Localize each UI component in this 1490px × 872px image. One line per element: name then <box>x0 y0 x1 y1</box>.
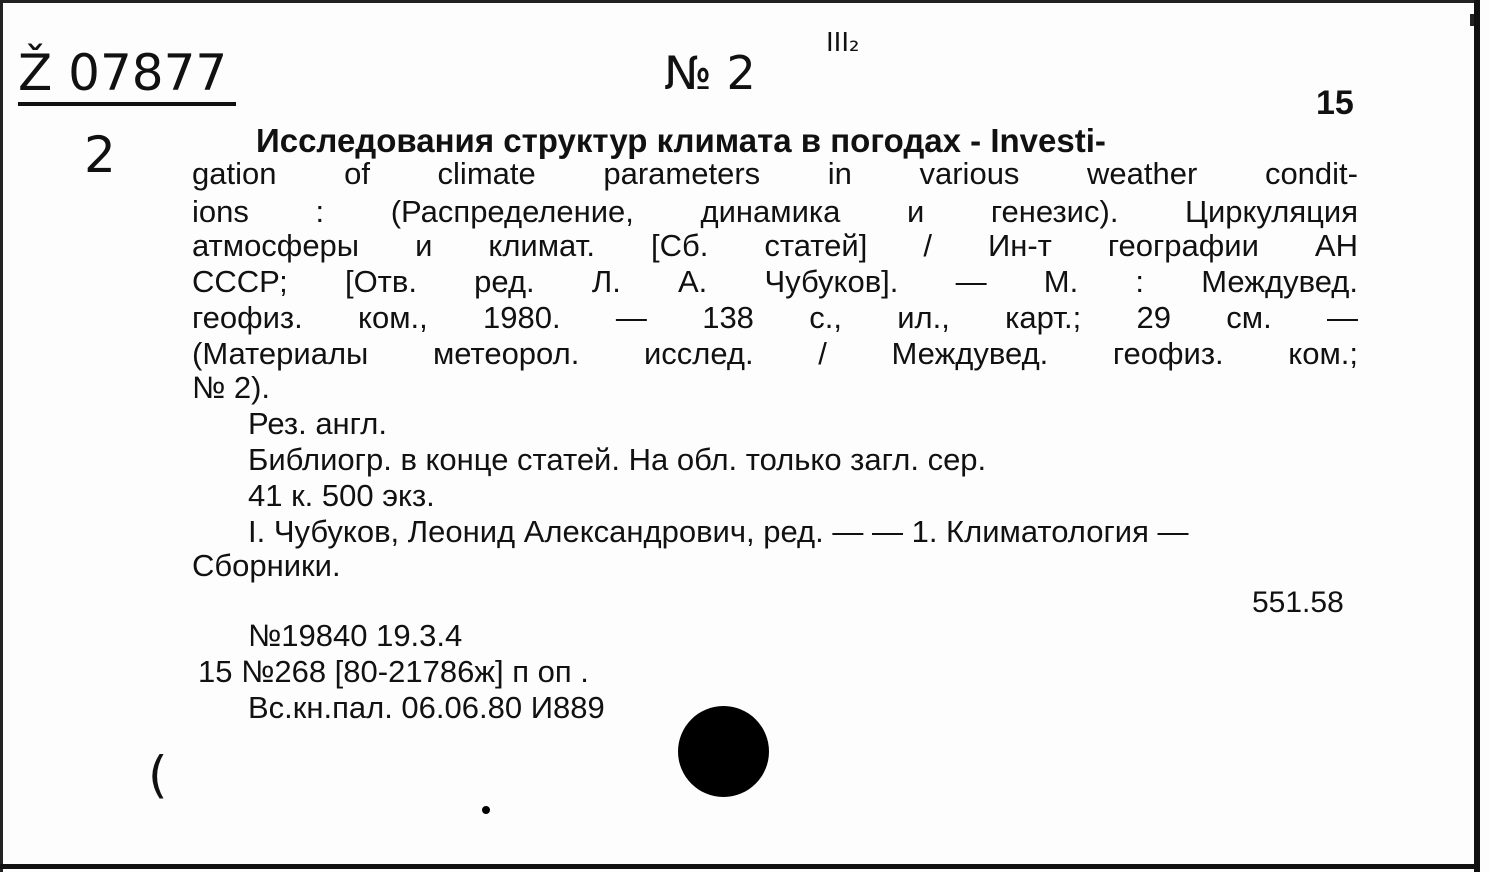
note-bibliography: Библиогр. в конце статей. На обл. только загл. сер. <box>248 442 987 477</box>
edge-mark <box>1470 14 1474 26</box>
handwritten-issue-number: № 2 <box>664 46 756 100</box>
registry-line-2: 15 №268 [80-21786ж] п оп . <box>198 654 589 689</box>
card-border-right <box>1474 0 1480 872</box>
record-line-3: ions : (Распределение, динамика и генезис). Циркуляция <box>192 194 1358 229</box>
handwritten-corner-mark: III₂ <box>826 28 860 58</box>
ink-speck <box>482 806 490 814</box>
handwritten-underline <box>18 102 236 106</box>
record-title-line: Исследования структур климата в погодах - Investi- <box>256 122 1106 159</box>
record-line-8: № 2). <box>192 370 271 405</box>
record-line-6: геофиз. ком., 1980. — 138 с., ил., карт.; 29 см. — <box>192 300 1358 335</box>
record-line-5: СССР; [Отв. ред. Л. А. Чубуков]. — М. : Междувед. <box>192 264 1358 299</box>
card-border-top <box>0 0 1480 3</box>
card-border-left <box>0 0 3 872</box>
registry-line-3: Вс.кн.пал. 06.06.80 И889 <box>248 690 605 725</box>
note-tracings: I. Чубуков, Леонид Александрович, ред. — — 1. Климатология — <box>248 514 1189 549</box>
record-line-7: (Материалы метеорол. исслед. / Междувед. геофиз. ком.; <box>192 336 1358 371</box>
note-tracings-cont: Сборники. <box>192 548 341 583</box>
record-line-4: атмосферы и климат. [Сб. статей] / Ин-т географии АН <box>192 228 1358 263</box>
registry-line-1: №19840 19.3.4 <box>248 618 463 653</box>
punch-hole <box>678 706 769 797</box>
handwritten-paren-mark: ( <box>148 746 168 804</box>
page-number: 15 <box>1316 84 1354 122</box>
card-border-bottom <box>0 864 1480 869</box>
handwritten-margin-number: 2 <box>84 126 116 184</box>
note-price-copies: 41 к. 500 экз. <box>248 478 435 513</box>
handwritten-catalog-id: Ž 07877 <box>18 44 228 102</box>
note-summary: Рез. англ. <box>248 406 388 441</box>
udc-classification: 551.58 <box>1252 586 1344 619</box>
record-line-2: gation of climate parameters in various weather condit- <box>192 156 1358 191</box>
